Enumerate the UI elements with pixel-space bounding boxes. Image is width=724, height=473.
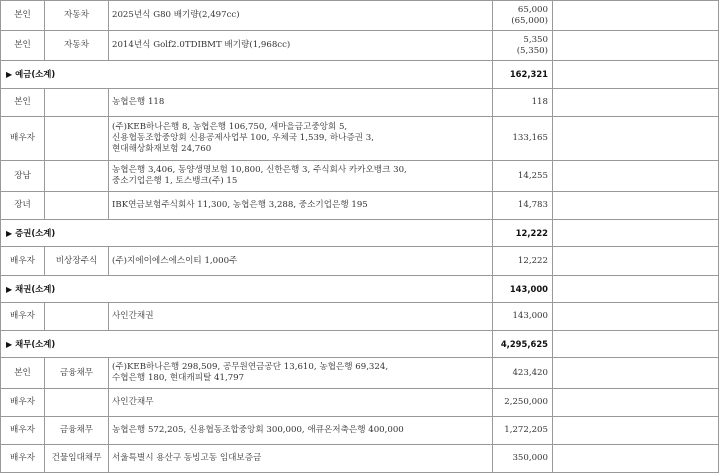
section-subtotal-row (1, 331, 719, 358)
amount-cell (493, 303, 553, 331)
description-cell (109, 117, 493, 161)
blank-cell (553, 358, 719, 389)
amount-line: 12,222 (517, 255, 548, 266)
relation-cell: 배우자 (1, 303, 45, 331)
blank-cell (553, 303, 719, 331)
description-line: IBK연금보험주식회사 11,300, 농협은행 3,288, 중소기업은행 195 (112, 200, 368, 210)
description-cell (109, 417, 493, 445)
description-cell (109, 247, 493, 276)
asset-type-cell (45, 89, 109, 117)
relation-cell: 장녀 (1, 192, 45, 220)
amount-cell (493, 247, 553, 276)
section-title: 채권(소계) (15, 283, 56, 294)
description-line: 농협은행 118 (112, 97, 165, 107)
description-cell (109, 445, 493, 473)
blank-cell (553, 117, 719, 161)
amount-cell (493, 389, 553, 417)
amount-line: 350,000 (512, 453, 548, 463)
amount-line: 65,000 (517, 4, 548, 15)
amount-line: 1,272,205 (504, 425, 548, 435)
blank-cell (553, 276, 719, 303)
description-line: 농협은행 3,406, 동양생명보험 10,800, 신한은행 3, 주식회사 카카오뱅크 30, (112, 165, 407, 175)
amount-cell (493, 161, 553, 192)
blank-cell (553, 247, 719, 276)
asset-table-body (1, 1, 719, 473)
section-title: 예금(소계) (15, 69, 56, 79)
description-cell (109, 89, 493, 117)
amount-line: 14,255 (517, 170, 548, 181)
description-line: 사인간채무 (112, 397, 154, 407)
amount-cell (493, 89, 553, 117)
blank-cell (553, 89, 719, 117)
asset-item-row (1, 247, 719, 276)
section-subtotal-row (1, 220, 719, 247)
section-subtotal-amount: 12,222 (493, 220, 553, 247)
asset-type-cell: 금융채무 (45, 358, 109, 389)
description-line: (주)KEB하나은행 298,509, 공무원연금공단 13,610, 농협은행 69,324, (112, 362, 389, 372)
amount-line: (5,350) (516, 45, 548, 56)
asset-item-row (1, 31, 719, 61)
description-cell (109, 389, 493, 417)
amount-line: 118 (531, 97, 548, 107)
asset-type-cell (45, 161, 109, 192)
section-title-cell (1, 61, 493, 89)
section-title-cell (1, 220, 493, 247)
section-title-cell (1, 276, 493, 303)
relation-cell: 장남 (1, 161, 45, 192)
amount-line: (65,000) (511, 15, 548, 26)
description-line: 수협은행 180, 현대캐피탈 41,797 (112, 373, 245, 383)
amount-line: 2,250,000 (504, 397, 548, 407)
relation-cell: 본인 (1, 358, 45, 389)
section-title: 증권(소계) (15, 227, 56, 238)
section-subtotal-row (1, 61, 719, 89)
asset-type-cell: 자동차 (45, 1, 109, 31)
amount-line: 5,350 (523, 34, 548, 45)
asset-item-row (1, 445, 719, 473)
amount-line: 14,783 (517, 200, 548, 210)
asset-type-cell: 건물임대채무 (45, 445, 109, 473)
description-line: 2014년식 Golf2.0TDIBMT 배기량(1,968cc) (112, 40, 291, 50)
blank-cell (553, 61, 719, 89)
asset-item-row (1, 303, 719, 331)
description-line: 농협은행 572,205, 신용협동조합중앙회 300,000, 애큐온저축은행 400,000 (112, 425, 404, 435)
asset-type-cell (45, 192, 109, 220)
amount-cell (493, 117, 553, 161)
asset-type-cell: 비상장주식 (45, 247, 109, 276)
asset-item-row (1, 117, 719, 161)
section-subtotal-amount: 143,000 (493, 276, 553, 303)
blank-cell (553, 31, 719, 61)
description-line: 중소기업은행 1, 토스뱅크(주) 15 (112, 176, 238, 186)
section-subtotal-amount: 4,295,625 (493, 331, 553, 358)
blank-cell (553, 192, 719, 220)
asset-item-row (1, 389, 719, 417)
blank-cell (553, 1, 719, 31)
relation-cell: 본인 (1, 31, 45, 61)
description-cell (109, 192, 493, 220)
blank-cell (553, 161, 719, 192)
amount-line: 133,165 (512, 133, 548, 143)
relation-cell: 본인 (1, 89, 45, 117)
blank-cell (553, 417, 719, 445)
description-cell (109, 358, 493, 389)
relation-cell: 배우자 (1, 445, 45, 473)
amount-line: 143,000 (512, 311, 548, 321)
triangle-right-icon: ▶ (6, 70, 13, 79)
description-line: 사인간채권 (112, 311, 154, 321)
description-cell (109, 31, 493, 61)
asset-type-cell: 금융채무 (45, 417, 109, 445)
triangle-right-icon: ▶ (6, 284, 13, 294)
asset-type-cell: 자동차 (45, 31, 109, 61)
description-cell (109, 161, 493, 192)
blank-cell (553, 331, 719, 358)
asset-type-cell (45, 389, 109, 417)
description-line: (주)지에이에스에스이티 1,000주 (112, 255, 238, 266)
asset-item-row (1, 358, 719, 389)
relation-cell: 배우자 (1, 117, 45, 161)
amount-cell (493, 1, 553, 31)
section-subtotal-row (1, 276, 719, 303)
amount-cell (493, 417, 553, 445)
description-cell (109, 303, 493, 331)
asset-item-row (1, 1, 719, 31)
blank-cell (553, 220, 719, 247)
description-line: 서울특별시 용산구 동빙고동 임대보증금 (112, 453, 262, 463)
amount-cell (493, 31, 553, 61)
relation-cell: 배우자 (1, 247, 45, 276)
section-title: 채무(소계) (15, 338, 56, 349)
section-subtotal-amount: 162,321 (493, 61, 553, 89)
amount-cell (493, 192, 553, 220)
amount-cell (493, 445, 553, 473)
relation-cell: 배우자 (1, 417, 45, 445)
description-line: 신용협동조합중앙회 신용공제사업부 100, 우체국 1,539, 하나증권 3, (112, 133, 374, 143)
asset-item-row (1, 417, 719, 445)
blank-cell (553, 389, 719, 417)
triangle-right-icon: ▶ (6, 339, 13, 349)
description-line: 현대해상화재보험 24,760 (112, 144, 212, 154)
description-cell (109, 1, 493, 31)
section-title-cell (1, 331, 493, 358)
asset-item-row (1, 89, 719, 117)
blank-cell (553, 445, 719, 473)
asset-type-cell (45, 303, 109, 331)
asset-type-cell (45, 117, 109, 161)
relation-cell: 본인 (1, 1, 45, 31)
triangle-right-icon: ▶ (6, 228, 13, 238)
asset-item-row (1, 192, 719, 220)
amount-cell (493, 358, 553, 389)
asset-item-row (1, 161, 719, 192)
description-line: 2025년식 G80 배기량(2,497cc) (112, 10, 240, 20)
relation-cell: 배우자 (1, 389, 45, 417)
description-line: (주)KEB하나은행 8, 농협은행 106,750, 새마을금고중앙회 5, (112, 122, 348, 132)
amount-line: 423,420 (512, 367, 548, 378)
